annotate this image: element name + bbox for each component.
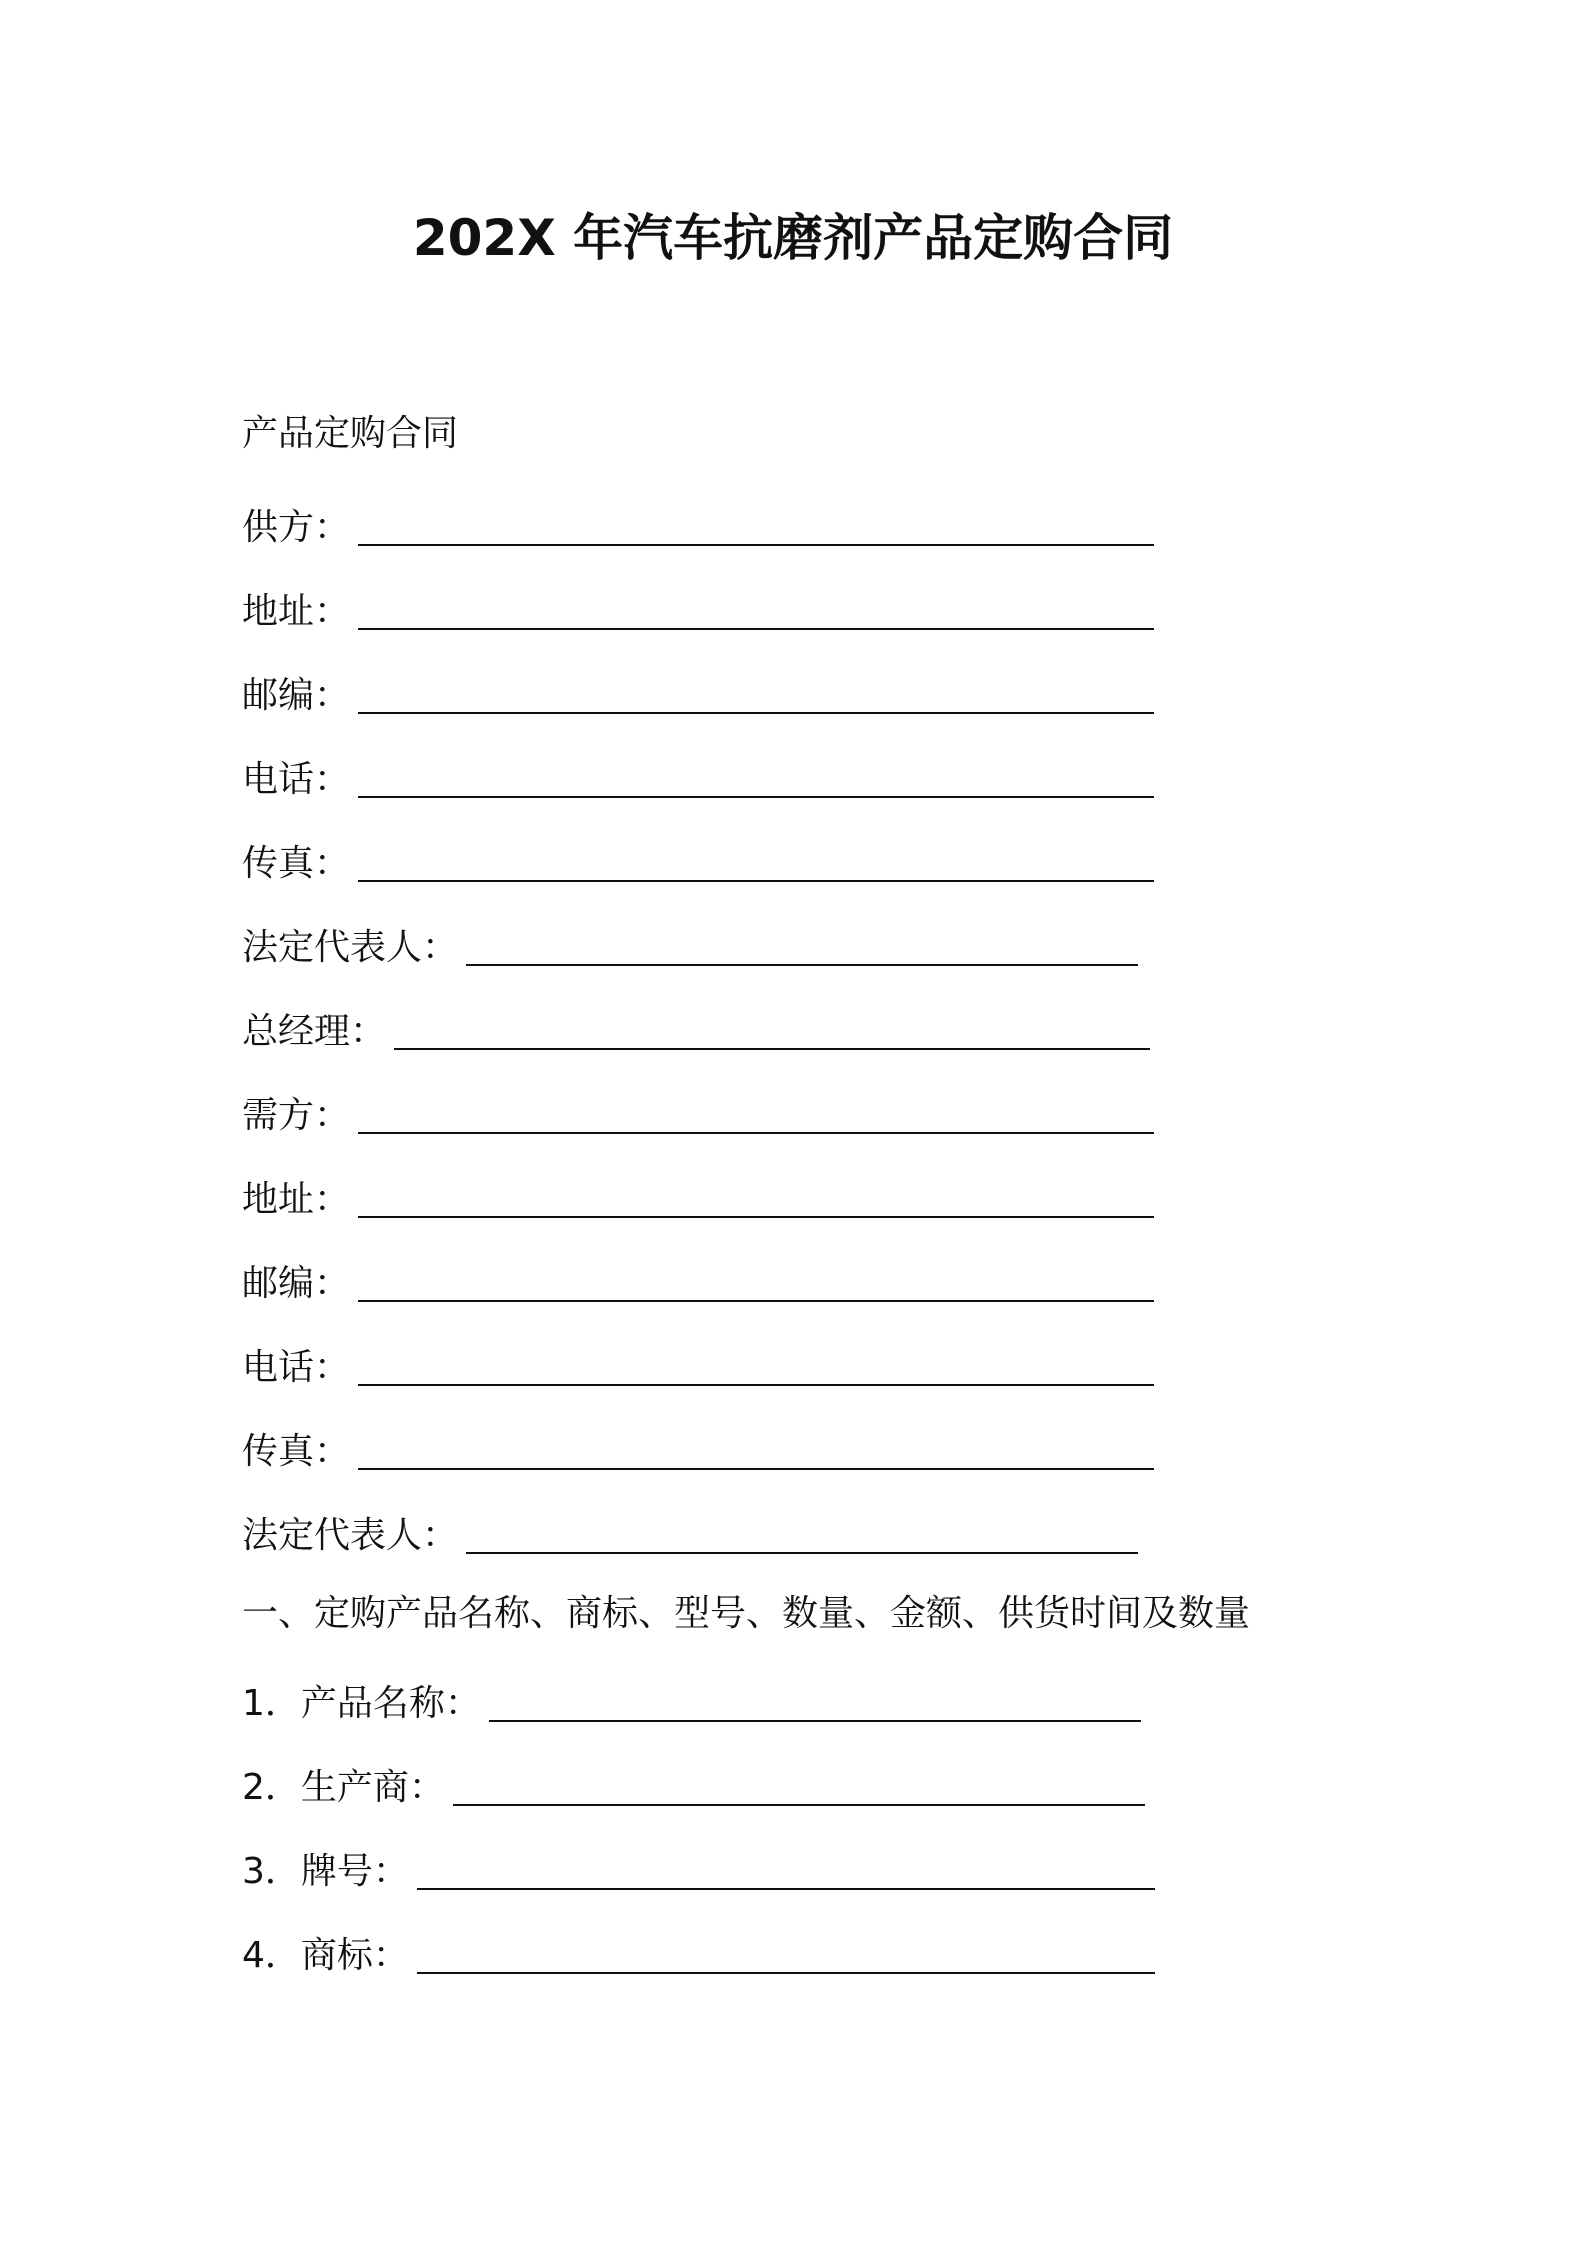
- buyer-label: 需方：: [242, 1095, 351, 1136]
- buyer-phone-label: 电话：: [242, 1347, 351, 1388]
- supplier-postcode-label: 邮编：: [242, 675, 351, 716]
- supplier-fax-field: [242, 836, 1154, 886]
- buyer-fax-label: 传真：: [242, 1431, 351, 1472]
- supplier-legal-rep-field: [242, 920, 1138, 970]
- product-name-blank-line[interactable]: [489, 1720, 1141, 1722]
- buyer-fax-field: [242, 1424, 1154, 1474]
- buyer-postcode-label: 邮编：: [242, 1263, 351, 1304]
- buyer-phone-blank-line[interactable]: [358, 1384, 1154, 1386]
- general-manager-label: 总经理：: [242, 1011, 387, 1052]
- supplier-address-blank-line[interactable]: [358, 628, 1154, 630]
- supplier-postcode-field: [242, 668, 1154, 718]
- supplier-phone-blank-line[interactable]: [358, 796, 1154, 798]
- brand-number-label: 3．牌号：: [242, 1851, 409, 1892]
- supplier-fax-blank-line[interactable]: [358, 880, 1154, 882]
- buyer-address-blank-line[interactable]: [358, 1216, 1154, 1218]
- general-manager-field: [242, 1004, 1150, 1054]
- buyer-blank-line[interactable]: [358, 1132, 1154, 1134]
- buyer-address-label: 地址：: [242, 1179, 351, 1220]
- buyer-postcode-field: [242, 1256, 1154, 1306]
- trademark-blank-line[interactable]: [417, 1972, 1155, 1974]
- brand-number-blank-line[interactable]: [417, 1888, 1155, 1890]
- supplier-blank-line[interactable]: [358, 544, 1154, 546]
- buyer-phone-field: [242, 1340, 1154, 1390]
- product-name-field: [242, 1676, 1141, 1726]
- supplier-legal-rep-blank-line[interactable]: [466, 964, 1138, 966]
- manufacturer-blank-line[interactable]: [453, 1804, 1145, 1806]
- trademark-label: 4．商标：: [242, 1935, 409, 1976]
- supplier-legal-rep-label: 法定代表人：: [242, 927, 459, 968]
- supplier-label: 供方：: [242, 507, 351, 548]
- supplier-postcode-blank-line[interactable]: [358, 712, 1154, 714]
- supplier-fax-label: 传真：: [242, 843, 351, 884]
- supplier-field: [242, 500, 1154, 550]
- supplier-phone-field: [242, 752, 1154, 802]
- product-name-label: 1．产品名称：: [242, 1683, 481, 1724]
- general-manager-blank-line[interactable]: [394, 1048, 1150, 1050]
- buyer-legal-rep-blank-line[interactable]: [466, 1552, 1138, 1554]
- buyer-fax-blank-line[interactable]: [358, 1468, 1154, 1470]
- trademark-field: [242, 1928, 1155, 1978]
- buyer-legal-rep-field: [242, 1508, 1138, 1558]
- buyer-address-field: [242, 1172, 1154, 1222]
- supplier-phone-label: 电话：: [242, 759, 351, 800]
- manufacturer-label: 2．生产商：: [242, 1767, 445, 1808]
- supplier-address-field: [242, 584, 1154, 634]
- section-1-heading: 一、定购产品名称、商标、型号、数量、金额、供货时间及数量: [242, 1593, 1251, 1634]
- brand-number-field: [242, 1844, 1155, 1894]
- supplier-address-label: 地址：: [242, 591, 351, 632]
- contract-subtitle: 产品定购合同: [242, 413, 459, 454]
- buyer-legal-rep-label: 法定代表人：: [242, 1515, 459, 1556]
- manufacturer-field: [242, 1760, 1145, 1810]
- buyer-field: [242, 1088, 1154, 1138]
- document-title: 202X 年汽车抗磨剂产品定购合同: [412, 209, 1174, 267]
- buyer-postcode-blank-line[interactable]: [358, 1300, 1154, 1302]
